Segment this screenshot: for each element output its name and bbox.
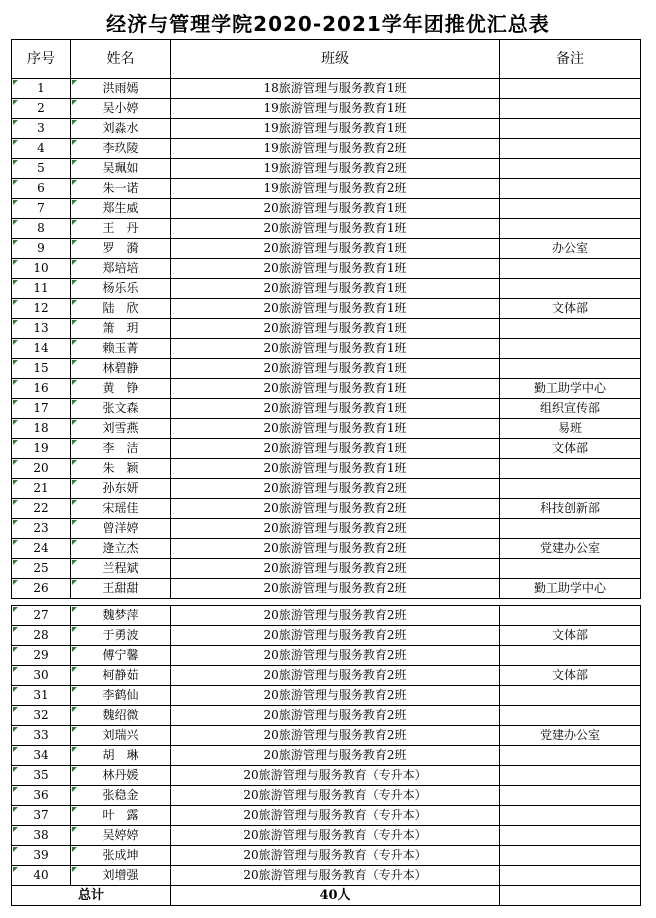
row-name: 罗 漪 bbox=[71, 239, 171, 259]
row-seq: 7 bbox=[12, 199, 71, 219]
row-remark bbox=[500, 646, 641, 666]
row-name: 刘淼水 bbox=[71, 119, 171, 139]
row-name: 赖玉菁 bbox=[71, 339, 171, 359]
row-seq: 14 bbox=[12, 339, 71, 359]
table-row bbox=[12, 279, 641, 299]
row-seq: 18 bbox=[12, 419, 71, 439]
row-class: 20旅游管理与服务教育1班 bbox=[171, 259, 500, 279]
total-value: 40人 bbox=[171, 886, 500, 906]
row-class: 20旅游管理与服务教育2班 bbox=[171, 646, 500, 666]
row-name: 黄 铮 bbox=[71, 379, 171, 399]
row-class: 20旅游管理与服务教育（专升本） bbox=[171, 846, 500, 866]
table-row bbox=[12, 846, 641, 866]
row-name: 柯静茹 bbox=[71, 666, 171, 686]
row-class: 19旅游管理与服务教育2班 bbox=[171, 179, 500, 199]
row-remark bbox=[500, 119, 641, 139]
row-class: 19旅游管理与服务教育1班 bbox=[171, 119, 500, 139]
row-seq: 37 bbox=[12, 806, 71, 826]
row-name: 吴珮如 bbox=[71, 159, 171, 179]
table-row bbox=[12, 179, 641, 199]
table-row bbox=[12, 139, 641, 159]
table-row bbox=[12, 339, 641, 359]
row-name: 刘雪燕 bbox=[71, 419, 171, 439]
row-name: 林丹媛 bbox=[71, 766, 171, 786]
row-name: 兰程斌 bbox=[71, 559, 171, 579]
row-seq: 23 bbox=[12, 519, 71, 539]
table-row bbox=[12, 786, 641, 806]
row-seq: 17 bbox=[12, 399, 71, 419]
row-name: 刘瑞兴 bbox=[71, 726, 171, 746]
row-remark bbox=[500, 686, 641, 706]
row-seq: 30 bbox=[12, 666, 71, 686]
row-name: 箫 玥 bbox=[71, 319, 171, 339]
page-title: 经济与管理学院2020-2021学年团推优汇总表 bbox=[106, 12, 550, 36]
row-name: 魏绍微 bbox=[71, 706, 171, 726]
row-class: 20旅游管理与服务教育1班 bbox=[171, 459, 500, 479]
row-seq: 8 bbox=[12, 219, 71, 239]
table-row bbox=[12, 299, 641, 319]
row-class: 20旅游管理与服务教育1班 bbox=[171, 239, 500, 259]
table-row bbox=[12, 826, 641, 846]
row-name: 林碧静 bbox=[71, 359, 171, 379]
roster-table-part1 bbox=[11, 39, 641, 599]
row-class: 18旅游管理与服务教育1班 bbox=[171, 79, 500, 99]
row-class: 19旅游管理与服务教育2班 bbox=[171, 159, 500, 179]
table-row bbox=[12, 806, 641, 826]
row-name: 郑生威 bbox=[71, 199, 171, 219]
row-class: 20旅游管理与服务教育2班 bbox=[171, 539, 500, 559]
row-remark bbox=[500, 559, 641, 579]
row-seq: 22 bbox=[12, 499, 71, 519]
row-class: 20旅游管理与服务教育（专升本） bbox=[171, 866, 500, 886]
header-remark: 备注 bbox=[500, 40, 641, 79]
row-name: 叶 露 bbox=[71, 806, 171, 826]
header-seq: 序号 bbox=[12, 40, 71, 79]
row-seq: 2 bbox=[12, 99, 71, 119]
row-class: 20旅游管理与服务教育1班 bbox=[171, 339, 500, 359]
row-remark: 党建办公室 bbox=[500, 539, 641, 559]
row-class: 20旅游管理与服务教育（专升本） bbox=[171, 806, 500, 826]
table-row bbox=[12, 79, 641, 99]
row-name: 王甜甜 bbox=[71, 579, 171, 599]
table-row bbox=[12, 519, 641, 539]
row-class: 20旅游管理与服务教育2班 bbox=[171, 666, 500, 686]
row-seq: 36 bbox=[12, 786, 71, 806]
row-class: 20旅游管理与服务教育1班 bbox=[171, 399, 500, 419]
row-class: 20旅游管理与服务教育（专升本） bbox=[171, 766, 500, 786]
row-name: 郑培培 bbox=[71, 259, 171, 279]
row-name: 逄立杰 bbox=[71, 539, 171, 559]
row-name: 宋瑶佳 bbox=[71, 499, 171, 519]
row-class: 20旅游管理与服务教育1班 bbox=[171, 219, 500, 239]
row-name: 陆 欣 bbox=[71, 299, 171, 319]
table-row bbox=[12, 559, 641, 579]
row-remark: 文体部 bbox=[500, 626, 641, 646]
row-name: 吴婷婷 bbox=[71, 826, 171, 846]
row-seq: 26 bbox=[12, 579, 71, 599]
row-name: 杨乐乐 bbox=[71, 279, 171, 299]
row-class: 20旅游管理与服务教育2班 bbox=[171, 519, 500, 539]
row-seq: 1 bbox=[12, 79, 71, 99]
row-name: 刘增强 bbox=[71, 866, 171, 886]
row-seq: 33 bbox=[12, 726, 71, 746]
row-class: 20旅游管理与服务教育2班 bbox=[171, 499, 500, 519]
row-seq: 24 bbox=[12, 539, 71, 559]
row-seq: 9 bbox=[12, 239, 71, 259]
row-remark bbox=[500, 179, 641, 199]
row-name: 朱一诺 bbox=[71, 179, 171, 199]
row-remark bbox=[500, 846, 641, 866]
row-seq: 21 bbox=[12, 479, 71, 499]
row-remark bbox=[500, 766, 641, 786]
row-name: 李玖陵 bbox=[71, 139, 171, 159]
table-row bbox=[12, 579, 641, 599]
row-remark: 党建办公室 bbox=[500, 726, 641, 746]
row-seq: 27 bbox=[12, 606, 71, 626]
row-name: 魏梦萍 bbox=[71, 606, 171, 626]
row-seq: 12 bbox=[12, 299, 71, 319]
table-row bbox=[12, 319, 641, 339]
table-row bbox=[12, 219, 641, 239]
row-remark bbox=[500, 359, 641, 379]
row-class: 20旅游管理与服务教育1班 bbox=[171, 439, 500, 459]
table-row bbox=[12, 539, 641, 559]
row-name: 曾洋婷 bbox=[71, 519, 171, 539]
table-row bbox=[12, 439, 641, 459]
row-remark: 组织宣传部 bbox=[500, 399, 641, 419]
row-name: 张文森 bbox=[71, 399, 171, 419]
row-remark bbox=[500, 139, 641, 159]
table-row bbox=[12, 866, 641, 886]
row-class: 20旅游管理与服务教育1班 bbox=[171, 319, 500, 339]
table-row bbox=[12, 726, 641, 746]
row-remark: 办公室 bbox=[500, 239, 641, 259]
row-seq: 20 bbox=[12, 459, 71, 479]
row-remark bbox=[500, 99, 641, 119]
roster-table-part2 bbox=[11, 605, 641, 906]
row-class: 19旅游管理与服务教育1班 bbox=[171, 99, 500, 119]
row-remark bbox=[500, 219, 641, 239]
row-class: 20旅游管理与服务教育2班 bbox=[171, 579, 500, 599]
row-name: 孙东妍 bbox=[71, 479, 171, 499]
table-row bbox=[12, 606, 641, 626]
table-row bbox=[12, 706, 641, 726]
row-remark bbox=[500, 199, 641, 219]
table-row bbox=[12, 159, 641, 179]
row-class: 20旅游管理与服务教育2班 bbox=[171, 726, 500, 746]
row-seq: 19 bbox=[12, 439, 71, 459]
row-remark bbox=[500, 706, 641, 726]
row-seq: 29 bbox=[12, 646, 71, 666]
row-remark bbox=[500, 826, 641, 846]
row-remark bbox=[500, 279, 641, 299]
row-name: 傅宁馨 bbox=[71, 646, 171, 666]
row-seq: 5 bbox=[12, 159, 71, 179]
row-name: 朱 颖 bbox=[71, 459, 171, 479]
row-remark: 科技创新部 bbox=[500, 499, 641, 519]
row-seq: 11 bbox=[12, 279, 71, 299]
row-name: 李鹤仙 bbox=[71, 686, 171, 706]
row-seq: 31 bbox=[12, 686, 71, 706]
row-remark bbox=[500, 459, 641, 479]
total-row bbox=[12, 886, 641, 906]
table-row bbox=[12, 259, 641, 279]
row-class: 20旅游管理与服务教育1班 bbox=[171, 359, 500, 379]
total-remark bbox=[500, 886, 641, 906]
table-row bbox=[12, 399, 641, 419]
row-seq: 40 bbox=[12, 866, 71, 886]
row-name: 于勇波 bbox=[71, 626, 171, 646]
row-seq: 32 bbox=[12, 706, 71, 726]
row-seq: 39 bbox=[12, 846, 71, 866]
row-seq: 25 bbox=[12, 559, 71, 579]
table-row bbox=[12, 479, 641, 499]
row-seq: 38 bbox=[12, 826, 71, 846]
table-row bbox=[12, 359, 641, 379]
row-remark bbox=[500, 159, 641, 179]
row-seq: 15 bbox=[12, 359, 71, 379]
row-remark: 勤工助学中心 bbox=[500, 379, 641, 399]
header-name: 姓名 bbox=[71, 40, 171, 79]
row-seq: 3 bbox=[12, 119, 71, 139]
row-name: 吴小婷 bbox=[71, 99, 171, 119]
row-class: 20旅游管理与服务教育2班 bbox=[171, 559, 500, 579]
row-remark bbox=[500, 259, 641, 279]
row-seq: 4 bbox=[12, 139, 71, 159]
row-remark bbox=[500, 519, 641, 539]
row-class: 20旅游管理与服务教育2班 bbox=[171, 606, 500, 626]
table-row bbox=[12, 626, 641, 646]
row-seq: 35 bbox=[12, 766, 71, 786]
row-class: 20旅游管理与服务教育1班 bbox=[171, 279, 500, 299]
row-name: 王 丹 bbox=[71, 219, 171, 239]
table-row bbox=[12, 199, 641, 219]
row-class: 20旅游管理与服务教育2班 bbox=[171, 626, 500, 646]
row-remark bbox=[500, 339, 641, 359]
row-seq: 13 bbox=[12, 319, 71, 339]
row-class: 20旅游管理与服务教育（专升本） bbox=[171, 786, 500, 806]
row-name: 胡 琳 bbox=[71, 746, 171, 766]
table-row bbox=[12, 499, 641, 519]
row-remark: 文体部 bbox=[500, 299, 641, 319]
table-row bbox=[12, 239, 641, 259]
row-class: 20旅游管理与服务教育2班 bbox=[171, 686, 500, 706]
row-class: 20旅游管理与服务教育1班 bbox=[171, 299, 500, 319]
table-row bbox=[12, 766, 641, 786]
row-remark bbox=[500, 786, 641, 806]
row-class: 20旅游管理与服务教育1班 bbox=[171, 199, 500, 219]
row-seq: 10 bbox=[12, 259, 71, 279]
row-remark: 易班 bbox=[500, 419, 641, 439]
header-class: 班级 bbox=[171, 40, 500, 79]
row-class: 20旅游管理与服务教育1班 bbox=[171, 419, 500, 439]
row-remark: 文体部 bbox=[500, 666, 641, 686]
row-name: 张成坤 bbox=[71, 846, 171, 866]
row-name: 张稳金 bbox=[71, 786, 171, 806]
row-remark bbox=[500, 746, 641, 766]
table-row bbox=[12, 99, 641, 119]
row-remark bbox=[500, 479, 641, 499]
row-class: 20旅游管理与服务教育（专升本） bbox=[171, 826, 500, 846]
row-class: 20旅游管理与服务教育1班 bbox=[171, 379, 500, 399]
row-class: 20旅游管理与服务教育2班 bbox=[171, 746, 500, 766]
row-class: 20旅游管理与服务教育2班 bbox=[171, 706, 500, 726]
row-remark bbox=[500, 319, 641, 339]
row-name: 洪雨嫣 bbox=[71, 79, 171, 99]
row-remark: 勤工助学中心 bbox=[500, 579, 641, 599]
row-seq: 28 bbox=[12, 626, 71, 646]
row-seq: 6 bbox=[12, 179, 71, 199]
row-remark: 文体部 bbox=[500, 439, 641, 459]
row-remark bbox=[500, 806, 641, 826]
row-remark bbox=[500, 866, 641, 886]
row-remark bbox=[500, 606, 641, 626]
table-row bbox=[12, 459, 641, 479]
table-row bbox=[12, 646, 641, 666]
table-row bbox=[12, 119, 641, 139]
table-row bbox=[12, 379, 641, 399]
table-row bbox=[12, 666, 641, 686]
row-name: 李 洁 bbox=[71, 439, 171, 459]
table-row bbox=[12, 686, 641, 706]
row-class: 20旅游管理与服务教育2班 bbox=[171, 479, 500, 499]
row-remark bbox=[500, 79, 641, 99]
row-class: 19旅游管理与服务教育2班 bbox=[171, 139, 500, 159]
table-header-row bbox=[12, 40, 641, 79]
table-row bbox=[12, 419, 641, 439]
total-label: 总计 bbox=[12, 886, 171, 906]
row-seq: 34 bbox=[12, 746, 71, 766]
table-row bbox=[12, 746, 641, 766]
row-seq: 16 bbox=[12, 379, 71, 399]
